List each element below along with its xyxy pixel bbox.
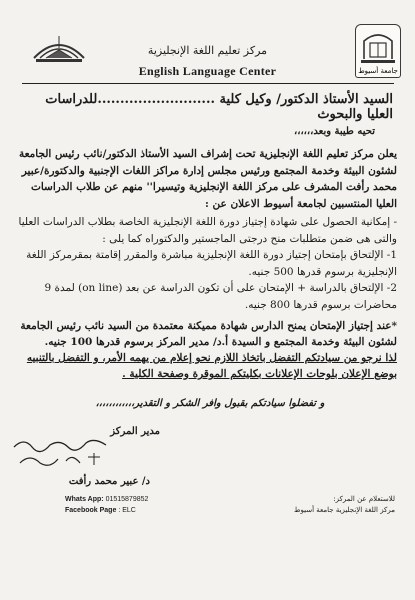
letter-addressee: السيد الأستاذ الدكتور/ وكيل كلية ..........................للدراسات العليا والبحوث bbox=[45, 92, 393, 122]
point-item: 1- الإلتحاق بإمتحان إجتياز دورة اللغة الإنجليزية مباشرة والمقرر إقامتة بمقرمركز اللغة الإنجليزية برسوم قدرها 500 جنيه. bbox=[26, 249, 397, 278]
center-name-english: English Language Center bbox=[138, 64, 277, 78]
whatsapp-label: Whats App: bbox=[65, 496, 104, 503]
center-name-arabic: مركز تعليم اللغة الإنجليزية bbox=[147, 44, 268, 57]
logo-caption: جامعة أسيوط bbox=[358, 67, 398, 75]
contact-facebook-row bbox=[65, 505, 395, 516]
whatsapp-number: 01515879852 bbox=[105, 496, 149, 503]
contact-whatsapp-row bbox=[65, 494, 395, 505]
facebook-page-name-arabic: مركز اللغة الإنجليزية جامعة أسيوط bbox=[294, 506, 395, 514]
point-item: 2- الإلتحاق بالدراسة + الإمتحان على أن تكون الدراسة عن بعد (on line) لمدة 9 محاضرات برسوم قدرها 800 جنيه. bbox=[44, 282, 397, 311]
signature-title: مدير المركز bbox=[110, 426, 160, 437]
letter-intro: يعلن مركز تعليم اللغة الإنجليزية تحت إشراف السيد الأستاذ الدكتور/نائب رئيس الجامعة لشئون البيئة وخدمة المجتمع ورئيس مجلس إدارة مراكز اللغات الإجنبية والدكتورة/عبير محمد رأفت المشرف على مركز اللغة الإنجليزية وتيسيرا'' منهم عن طلاب الدراسات العليا المنتسبين لجامعة أسيوط الاعلان عن : bbox=[18, 148, 397, 210]
request-note: لذا نرجو من سيادتكم التفضل باتخاذ اللازم نحو إعلام من يهمه الأمر، و التفضل بالتنبيه بوضع الإعلان بلوحات الإعلانات بكليتكم الموقرة وصفحة الكلية . bbox=[26, 352, 397, 380]
point-item: - إمكانية الحصول على شهادة إجتياز دورة اللغة الإنجليزية الخاصة بطلاب الدراسات العليا والتى هى ضمن متطلبات منح درجتى الماجستير والدكتوراه كما يلى : bbox=[18, 216, 397, 245]
handwritten-signature bbox=[10, 433, 120, 473]
letter-notes bbox=[17, 318, 397, 382]
contact-footer bbox=[65, 494, 395, 516]
facebook-page-name: : ELC bbox=[118, 507, 136, 514]
letter-greeting: تحيه طيبة وبعد،،،،،، bbox=[294, 126, 375, 137]
letter-points bbox=[17, 214, 397, 313]
certificate-note: *عند إجتياز الإمتحان يمنح الدارس شهادة مميكنة معتمدة من السيد نائب رئيس الجامعة لشئون البيئة وخدمة المجتمع و السيدة أ.د/ مدير المركز برسوم قدرها 100 جنيه. bbox=[20, 320, 397, 348]
header-divider bbox=[22, 83, 394, 84]
signature-name: د/ عبير محمد رأفت bbox=[68, 476, 150, 487]
facebook-label: Facebook Page bbox=[65, 507, 117, 514]
letter-closing: و تفضلوا سيادتكم بقبول وافر الشكر و التقدير،،،،،،،،،،،، bbox=[95, 398, 325, 409]
inquiry-label: للاستعلام عن المركز: bbox=[333, 495, 395, 503]
